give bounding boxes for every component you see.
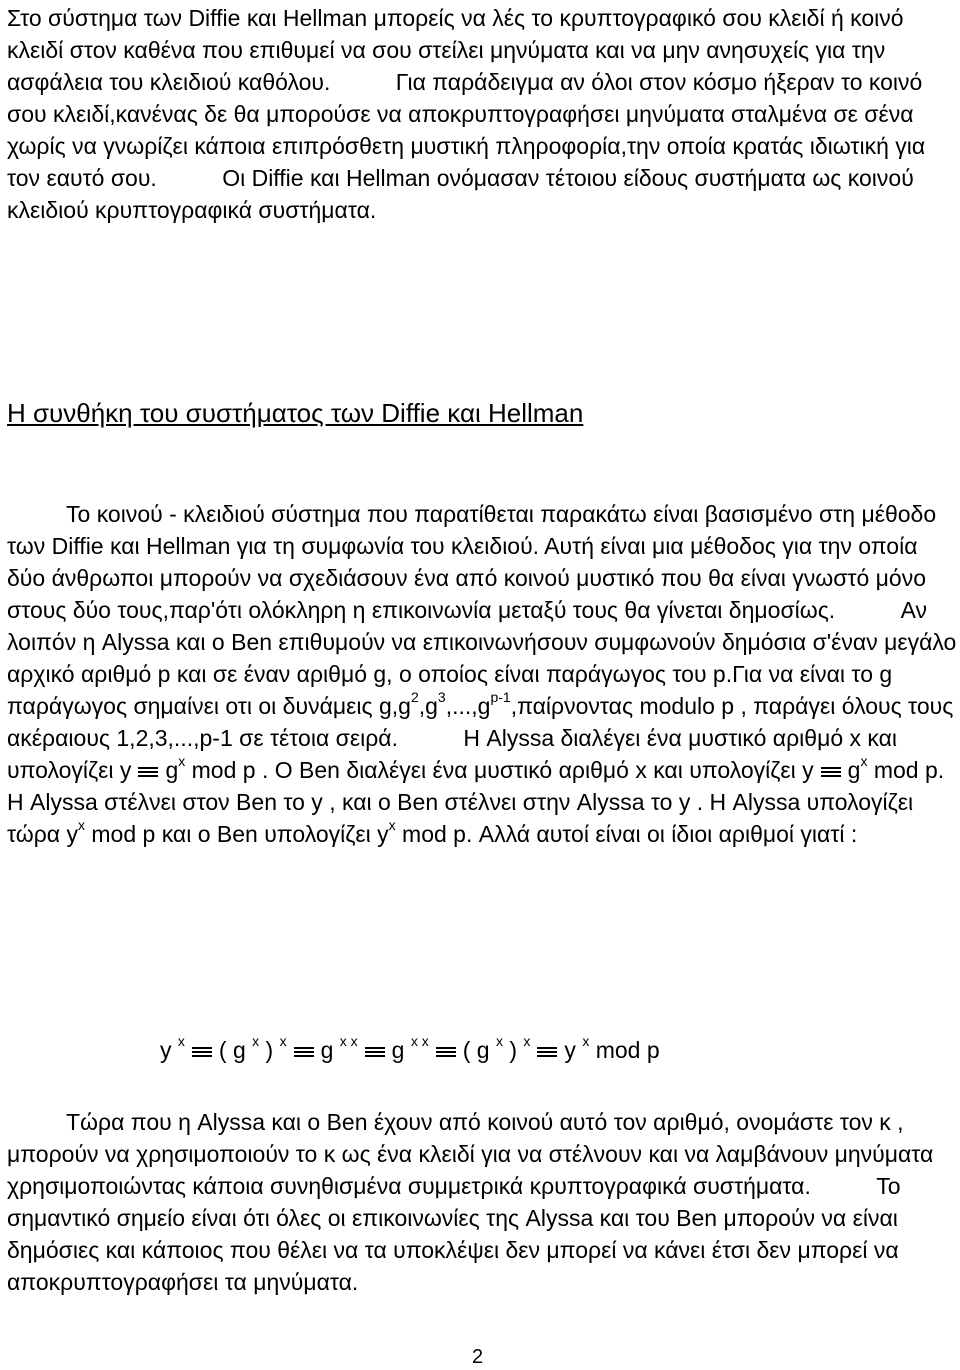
formula-term: ( g <box>218 1037 246 1063</box>
congruence-symbol <box>435 1047 457 1057</box>
formula-exponent: x <box>582 1033 590 1050</box>
superscript: p-1 <box>490 689 511 706</box>
section-p2-c: ,...,g <box>445 693 491 719</box>
intro-line-1: Στο σύστημα των Diffie και Hellman μπορείς να λές το κρυπτογραφικό σου κλειδί ή κοινό κλειδί στον καθένα που επιθυμεί να σου στείλει μηνύματα και να μην ανησυχείς για την ασφάλεια του κλειδιού καθόλου. <box>7 5 904 95</box>
formula-exponent: x <box>523 1033 531 1050</box>
intro-line-2: Για παράδειγμα αν όλοι στον κόσμο ήξεραν το κοινό σου κλειδί,κανένας δε θα μπορούσε να αποκρυπτογραφήσει μηνύματα σταλμένα σε σένα χωρίς να γνωρίζει κάποια επιπρόσθετη μυστική πληροφορία,την οποία κρατάς ιδιωτική για τον εαυτό σου. <box>7 69 926 191</box>
formula-exponent: x <box>495 1033 503 1050</box>
formula-term: ) <box>265 1037 274 1063</box>
formula-term: mod p <box>589 1037 660 1063</box>
closing-p1: Τώρα που η Alyssa και ο Ben έχουν από κοινού αυτό τον αριθμό, ονομάστε τον κ , μπορούν να χρησιμοποιούν το κ ως ένα κλειδί για να στέλνουν και να λαμβάνουν μηνύματα χρησιμοποιώντας κάποια συνηθισμένα συμμετρικά κρυπτογραφικά συστήματα. <box>7 1109 934 1199</box>
superscript: 3 <box>437 689 446 706</box>
section-p2-b: ,g <box>418 693 438 719</box>
section-p3-a: Η Alyssa διαλέγει ένα μυστικό αριθμό x και υπολογίζει y <box>7 725 898 783</box>
page-number: 2 <box>472 1346 484 1368</box>
section-p1: Το κοινού - κλειδιού σύστημα που παρατίθεται παρακάτω είναι βασισμένο στη μέθοδο των Diffie και Hellman για τη συμφωνία του κλειδιού. Αυτή είναι μια μέθοδος για την οποία δύο άνθρωποι μπορούν να σχεδιάσουν ένα από κοινού μυστικό που θα είναι γνωστό μόνο στους δύο τους,παρ'ότι ολόκληρη η επικοινωνία μεταξύ τους θα γίνεται δημοσίως. <box>7 501 937 623</box>
section-p3-e: g <box>847 757 861 783</box>
section-p2-a: Αν λοιπόν η Alyssa και ο Ben επιθυμούν να επικοινωνήσουν συμφωνούν δημόσια σ'έναν μεγάλο αρχικό αριθμό p και σε έναν αριθμό g, ο οποίος είναι παράγωγος του p.Για να είναι το g παράγωγος σημαίνει οτι οι δυνάμεις g,g <box>7 597 957 719</box>
section-p3-h: mod p. Αλλά αυτοί είναι οι ίδιοι αριθμοί γιατί : <box>395 821 858 847</box>
section-p2-d: ,παίρνοντας modulo p , παράγει όλους τους ακέραιους 1,2,3,...,p-1 σε τέτοια σειρά. <box>7 693 954 751</box>
formula-term: g <box>320 1037 334 1063</box>
formula-term: ( g <box>462 1037 490 1063</box>
formula-exponent: x x <box>339 1033 358 1050</box>
congruence-symbol <box>191 1047 213 1057</box>
congruence-formula <box>160 1034 660 1066</box>
section-paragraph <box>7 498 957 850</box>
congruence-symbol <box>293 1047 315 1057</box>
formula-exponent: x <box>279 1033 287 1050</box>
congruence-symbol <box>820 767 842 777</box>
formula-term: ) <box>509 1037 518 1063</box>
formula-exponent: x <box>252 1033 260 1050</box>
superscript: x <box>388 817 396 834</box>
congruence-symbol <box>364 1047 386 1057</box>
section-heading: Η συνθήκη του συστήματος των Diffie και Hellman <box>7 398 584 428</box>
section-p3-f: mod p. Η Alyssa στέλνει στον Ben το y , και ο Ben στέλνει στην Alyssa το y . Η Alyssa υπολογίζει τώρα y <box>7 757 945 847</box>
section-p3-d: Ο Ben διαλέγει ένα μυστικό αριθμό x και υπολογίζει y <box>274 757 814 783</box>
formula-term: g <box>391 1037 405 1063</box>
section-p3-b: g <box>165 757 179 783</box>
formula-term: y <box>160 1037 172 1063</box>
closing-p2: Το σημαντικό σημείο είναι ότι όλες οι επικοινωνίες της Alyssa και του Ben μπορούν να είναι δημόσιες και κάποιος που θέλει να τα υποκλέψει δεν μπορεί να κάνει έτσι δεν μπορεί να αποκρυπτογραφήσει τα μηνύματα. <box>7 1173 901 1295</box>
congruence-symbol <box>536 1047 558 1057</box>
formula-term: y <box>564 1037 576 1063</box>
intro-paragraph <box>7 2 957 226</box>
closing-paragraph <box>7 1106 957 1298</box>
intro-line-3: Οι Diffie και Hellman ονόμασαν τέτοιου είδους συστήματα ως κοινού κλειδιού κρυπτογραφικά συστήματα. <box>7 165 914 223</box>
formula-exponent: x x <box>410 1033 429 1050</box>
section-p3-g: mod p και ο Ben υπολογίζει y <box>85 821 389 847</box>
superscript: x <box>860 753 868 770</box>
superscript: x <box>78 817 85 834</box>
superscript: 2 <box>410 689 419 706</box>
congruence-symbol <box>137 767 159 777</box>
superscript: x <box>178 753 186 770</box>
formula-exponent: x <box>177 1033 185 1050</box>
section-p3-c: mod p . <box>185 757 269 783</box>
